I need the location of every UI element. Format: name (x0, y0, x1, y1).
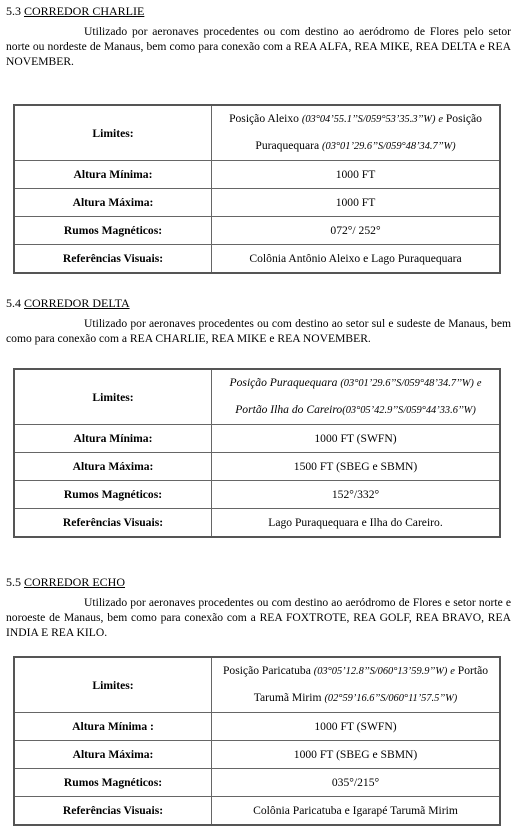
max-alt-value: 1000 FT (212, 189, 501, 217)
limit-a-coords: (03°05’12.8’’S/060°13’59.9’’W) (313, 666, 448, 677)
headings-label: Rumos Magnéticos: (14, 481, 212, 509)
section-description: Utilizado por aeronaves procedentes ou com destino ao aeródromo de Flores e setor norte e noroeste de Manaus, bem como para conexão com a REA FOXTROTE, REA GOLF, REA BRAVO, REA INDIA E REA KILO. (6, 596, 511, 639)
section-delta (6, 296, 511, 346)
corridor-table-echo (13, 656, 501, 826)
max-alt-label: Altura Máxima: (14, 453, 212, 481)
section-name: CORREDOR CHARLIE (24, 4, 145, 18)
section-heading (6, 4, 511, 19)
max-alt-label: Altura Máxima: (14, 189, 212, 217)
limit-a-name: Posição Aleixo (229, 112, 299, 125)
section-description: Utilizado por aeronaves procedentes ou com destino ao setor sul e sudeste de Manaus, bem como para conexão com a REA CHARLIE, REA MIKE e REA NOVEMBER. (6, 317, 511, 345)
limit-joiner: e (450, 666, 455, 677)
section-heading (6, 296, 511, 311)
visual-refs-label: Referências Visuais: (14, 245, 212, 273)
limits-label: Limites: (14, 105, 212, 161)
headings-value: 072°/ 252° (212, 217, 501, 245)
limit-joiner: e (438, 114, 443, 125)
visual-refs-label: Referências Visuais: (14, 509, 212, 537)
limits-label: Limites: (14, 657, 212, 713)
limits-label: Limites: (14, 369, 212, 425)
table-row (14, 713, 500, 741)
limits-text (216, 370, 495, 424)
section-number: 5.4 (6, 296, 21, 310)
min-alt-label: Altura Mínima: (14, 425, 212, 453)
headings-label: Rumos Magnéticos: (14, 217, 212, 245)
table-row (14, 797, 500, 825)
table-row (14, 769, 500, 797)
limit-a-coords: (03°01’29.6’’S/059°48’34.7’’W) (340, 378, 474, 389)
limit-b-coords: (03°01’29.6’’S/059°48’34.7’’W) (322, 141, 456, 152)
section-name: CORREDOR ECHO (24, 575, 126, 589)
max-alt-value: 1500 FT (SBEG e SBMN) (212, 453, 501, 481)
table-row (14, 741, 500, 769)
section-charlie (6, 4, 511, 69)
table-row (14, 509, 500, 537)
limit-a-name: Posição Paricatuba (222, 664, 311, 677)
visual-refs-label: Referências Visuais: (14, 797, 212, 825)
section-name: CORREDOR DELTA (24, 296, 130, 310)
min-alt-value: 1000 FT (SWFN) (212, 425, 501, 453)
limit-a-name: Posição Puraquequara (229, 376, 338, 389)
limits-text (216, 106, 495, 160)
headings-label: Rumos Magnéticos: (14, 769, 212, 797)
table-row (14, 453, 500, 481)
section-echo (6, 575, 511, 640)
table-row (14, 657, 500, 713)
visual-refs-value: Colônia Paricatuba e Igarapé Tarumã Mirim (212, 797, 501, 825)
corridor-table-delta (13, 368, 501, 538)
limit-joiner: e (476, 378, 482, 389)
corridor-table-charlie (13, 104, 501, 274)
max-alt-value: 1000 FT (SBEG e SBMN) (212, 741, 501, 769)
limit-a-coords: (03°04’55.1’’S/059°53’35.3’’W) (301, 114, 436, 125)
headings-value: 035°/215° (212, 769, 501, 797)
visual-refs-value: Lago Puraquequara e Ilha do Careiro. (212, 509, 501, 537)
section-description: Utilizado por aeronaves procedentes ou com destino ao aeródromo de Flores pelo setor norte ou nordeste de Manaus, bem como para conexão com a REA ALFA, REA MIKE, REA DELTA e REA NOVEMBER. (6, 25, 511, 68)
table-row (14, 481, 500, 509)
section-number: 5.3 (6, 4, 21, 18)
table-row (14, 189, 500, 217)
section-number: 5.5 (6, 575, 21, 589)
limit-b-coords: (02°59’16.6’’S/060°11’57.5’’W) (324, 693, 458, 704)
section-heading (6, 575, 511, 590)
limits-text (216, 658, 495, 712)
headings-value: 152°/332° (212, 481, 501, 509)
limits-value (212, 657, 501, 713)
limits-value (212, 369, 501, 425)
table-row (14, 369, 500, 425)
table-row (14, 217, 500, 245)
visual-refs-value: Colônia Antônio Aleixo e Lago Puraquequara (212, 245, 501, 273)
limit-b-coords: (03°05’42.9’’S/059°44’33.6’’W) (342, 405, 476, 416)
table-row (14, 425, 500, 453)
min-alt-value: 1000 FT (SWFN) (212, 713, 501, 741)
max-alt-label: Altura Máxima: (14, 741, 212, 769)
limit-b-name: Portão Tarumã Mirim (253, 664, 489, 704)
table-row (14, 161, 500, 189)
table-row (14, 245, 500, 273)
limits-value (212, 105, 501, 161)
table-row (14, 105, 500, 161)
limit-b-name: Posição Puraquequara (255, 112, 482, 152)
limit-b-name: Portão Ilha do Careiro (235, 403, 343, 416)
min-alt-value: 1000 FT (212, 161, 501, 189)
min-alt-label: Altura Mínima : (14, 713, 212, 741)
min-alt-label: Altura Mínima: (14, 161, 212, 189)
